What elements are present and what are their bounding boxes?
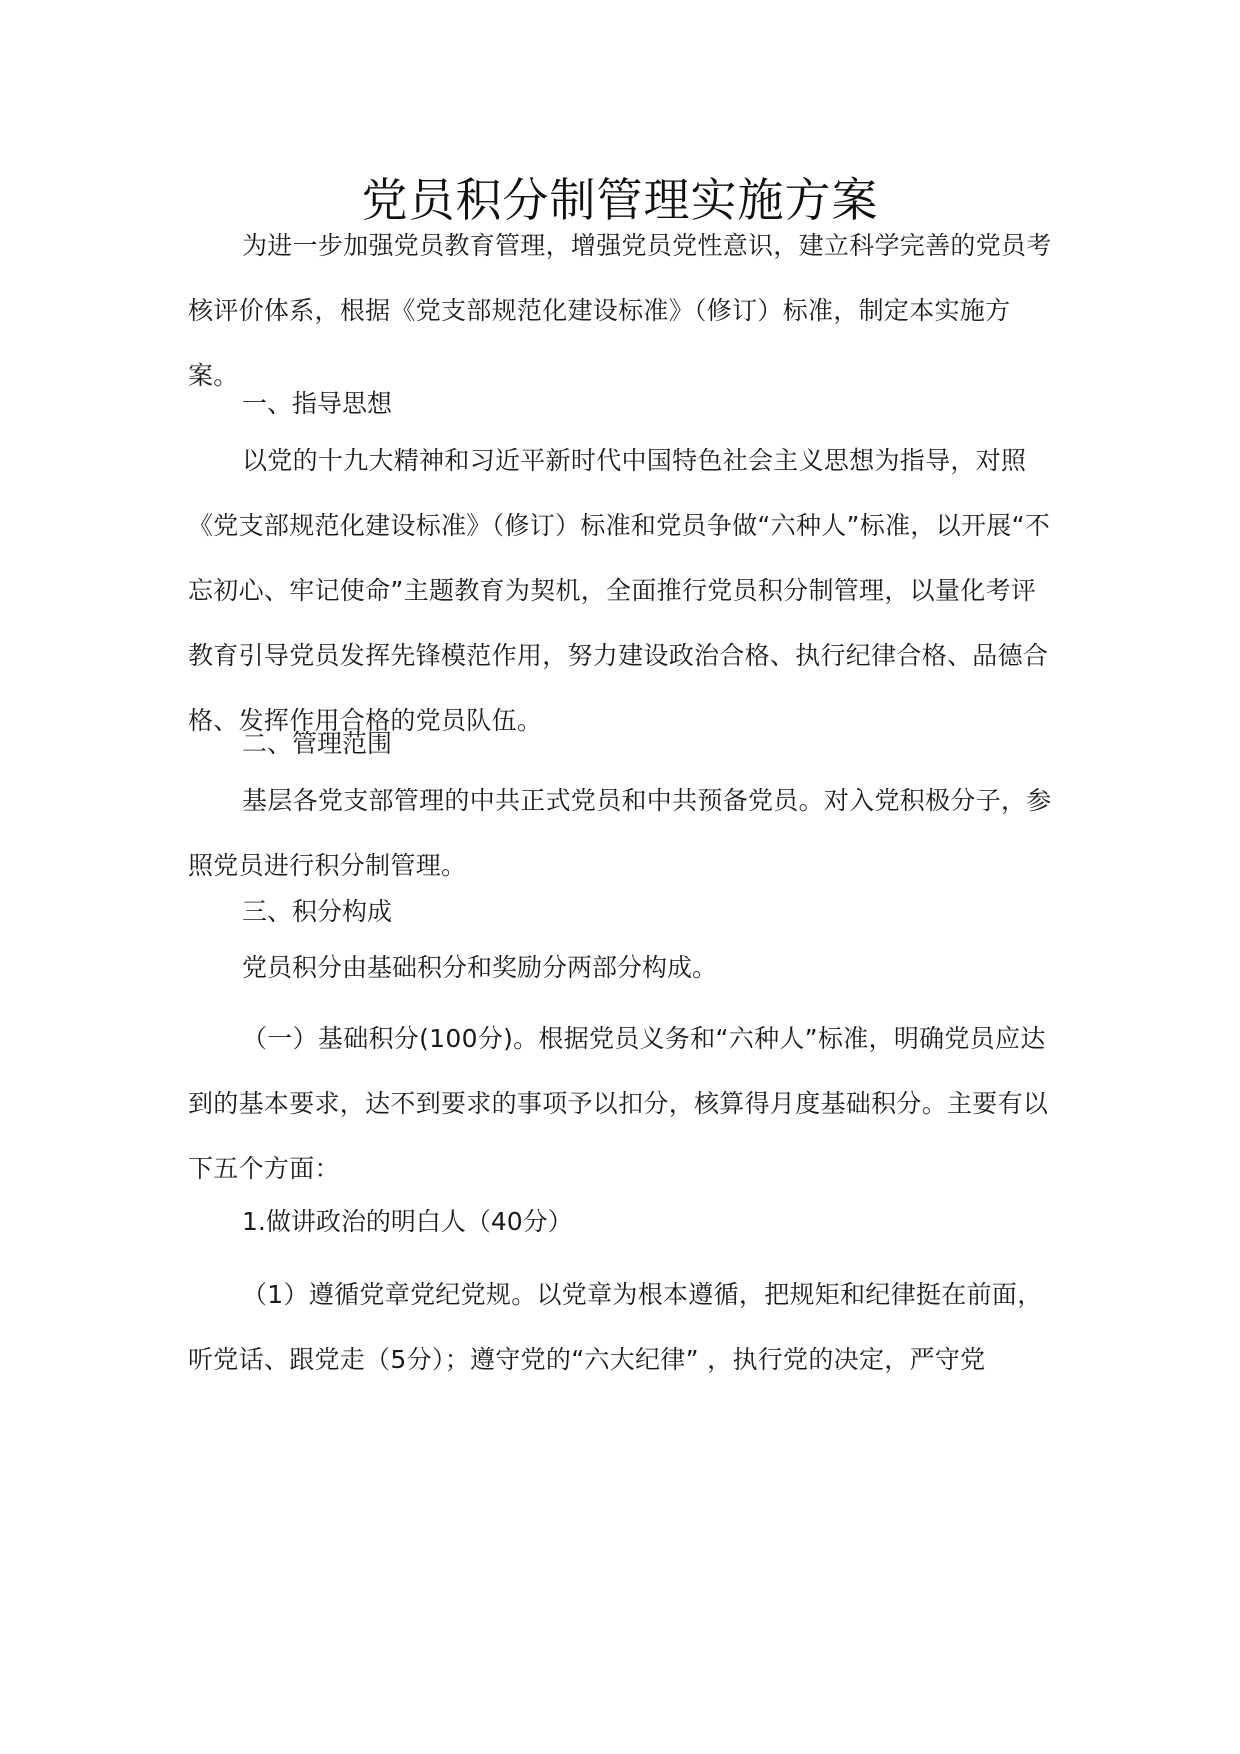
section-heading-management-scope: 二、管理范围: [242, 729, 393, 758]
intro-paragraph: 为进一步加强党员教育管理，增强党员党性意识，建立科学完善的党员考核评价体系，根据《党支部规范化建设标准》（修订）标准，制定本实施方案。: [188, 231, 1052, 390]
item-subparagraph-party-rules: （1）遵循党章党纪党规。以党章为根本遵循，把规矩和纪律挺在前面，听党话、跟党走（5分）；遵守党的“六大纪律” ，执行党的决定，严守党: [188, 1280, 1043, 1374]
guiding-ideology-paragraph: 以党的十九大精神和习近平新时代中国特色社会主义思想为指导，对照《党支部规范化建设标准》（修订）标准和党员争做“六种人”标准，以开展“不忘初心、牢记使命”主题教育为契机，全面推行党员积分制管理，以量化考评教育引导党员发挥先锋模范作用，努力建设政治合格、执行纪律合格、品德合格、发挥作用合格的党员队伍。: [188, 446, 1051, 735]
management-scope-paragraph: 基层各党支部管理的中共正式党员和中共预备党员。对入党积极分子，参照党员进行积分制管理。: [188, 786, 1052, 880]
section-heading-score-composition: 三、积分构成: [242, 897, 393, 926]
section-heading-guiding-ideology: 一、指导思想: [242, 389, 393, 418]
document-title: 党员积分制管理实施方案: [361, 173, 879, 227]
basic-score-paragraph: （一）基础积分(100分)。根据党员义务和“六种人”标准，明确党员应达到的基本要求，达不到要求的事项予以扣分，核算得月度基础积分。主要有以下五个方面：: [188, 1024, 1049, 1183]
score-composition-paragraph: 党员积分由基础积分和奖励分两部分构成。: [242, 953, 718, 982]
item-heading-political: 1.做讲政治的明白人（40分）: [242, 1207, 573, 1236]
